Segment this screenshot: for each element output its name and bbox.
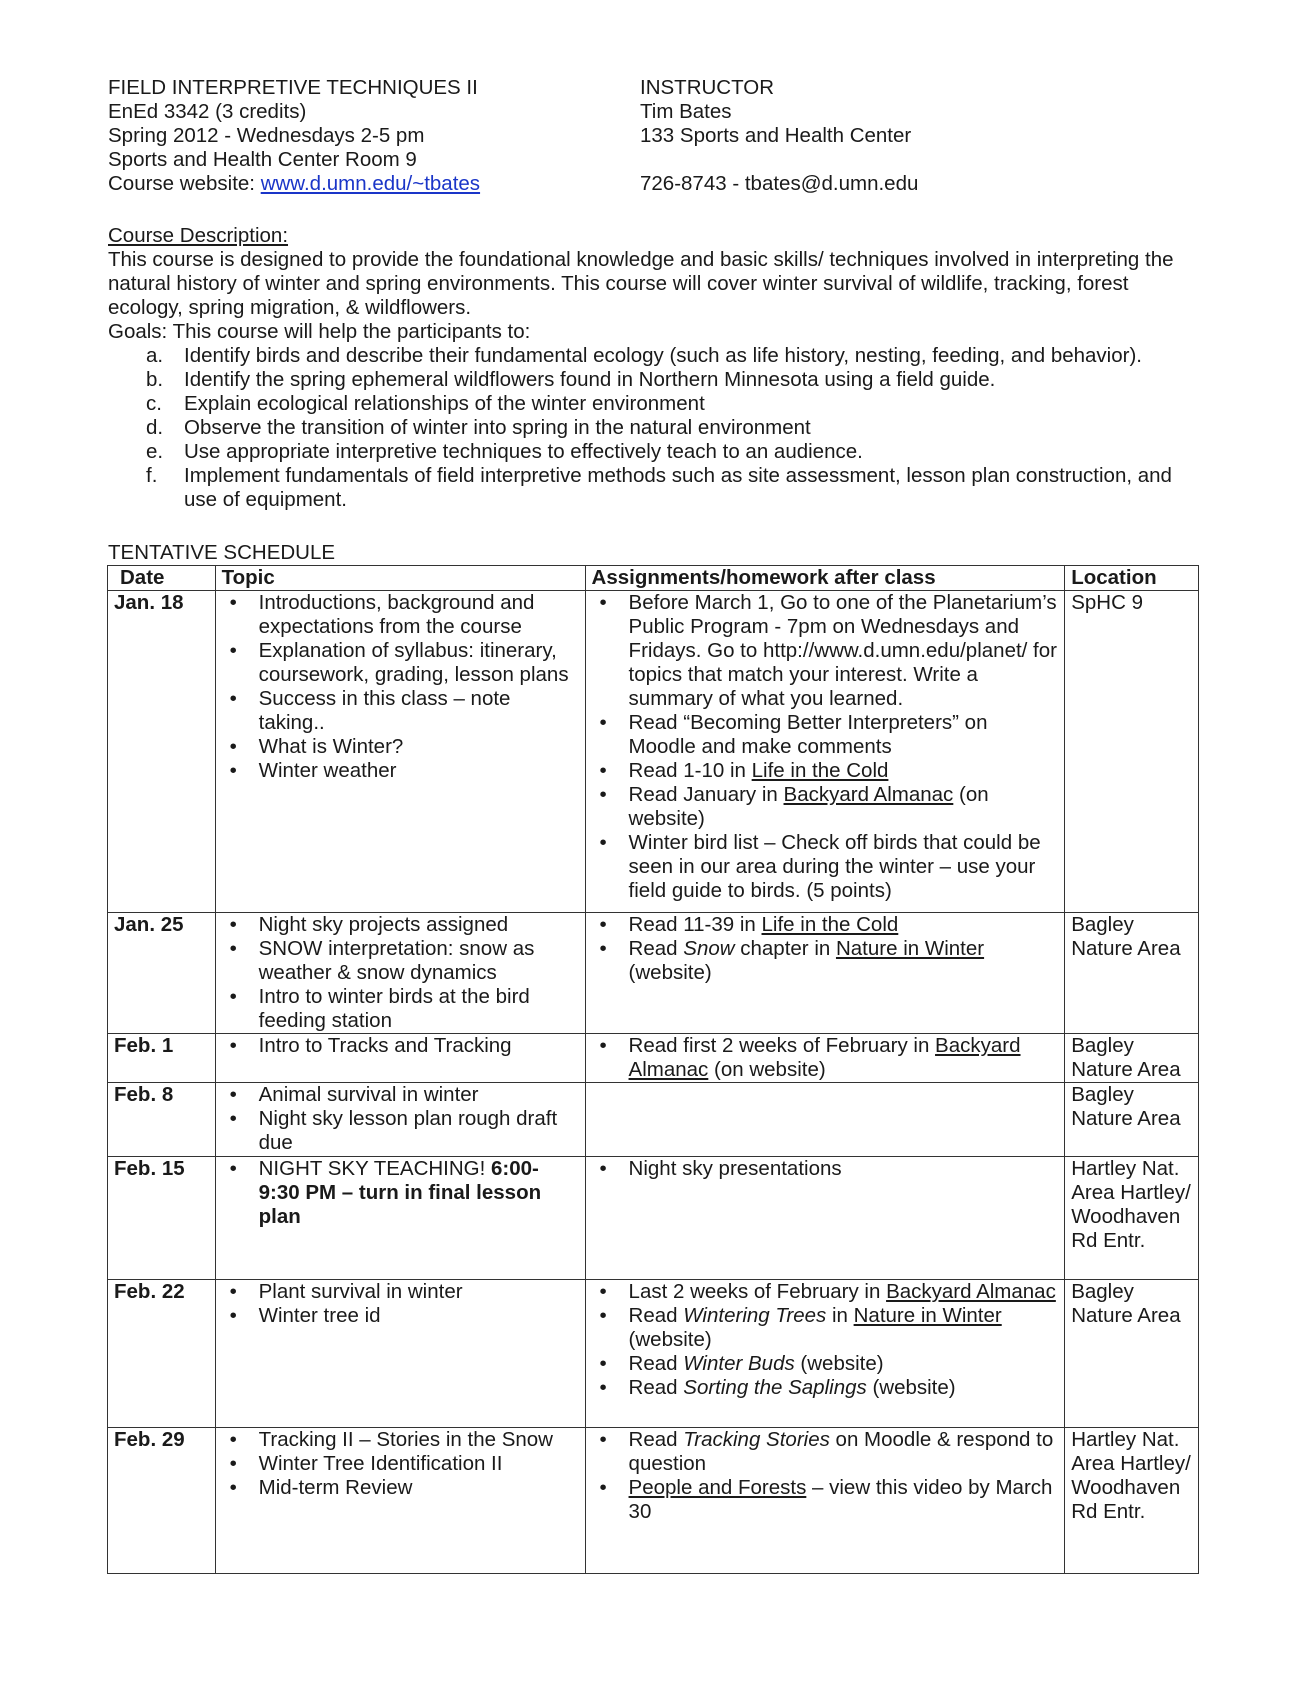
row-topics xyxy=(215,1034,585,1083)
instructor-heading: INSTRUCTOR xyxy=(640,76,775,99)
topic-item: • Introductions, background and expectations from the course xyxy=(222,591,579,639)
row-assignments xyxy=(585,1428,1065,1574)
website-label: Course website: xyxy=(108,172,261,195)
goal-item xyxy=(108,416,1208,440)
row-date: Feb. 8 xyxy=(108,1083,216,1157)
goal-text: Implement fundamentals of field interpretive methods such as site assessment, lesson plan construction, and use of equipment. xyxy=(184,464,1172,511)
goal-text: Identify birds and describe their fundamental ecology (such as life history, nesting, feeding, and behavior). xyxy=(184,344,1142,367)
topic-item: • Night sky lesson plan rough draft due xyxy=(222,1107,579,1155)
topic-item: • Intro to Tracks and Tracking xyxy=(222,1034,579,1058)
row-topics xyxy=(215,1157,585,1280)
book-title: Nature in Winter xyxy=(853,1304,1002,1327)
course-room: Sports and Health Center Room 9 xyxy=(108,148,417,171)
assignment-item: • Night sky presentations xyxy=(592,1157,1059,1181)
column-header-topic: Topic xyxy=(215,566,585,591)
schedule-title: TENTATIVE SCHEDULE xyxy=(108,541,336,564)
topic-item: • Mid-term Review xyxy=(222,1476,579,1500)
assignment-item: • Last 2 weeks of February in Backyard Almanac xyxy=(592,1280,1059,1304)
goal-item xyxy=(108,464,1208,512)
course-term: Spring 2012 - Wednesdays 2-5 pm xyxy=(108,124,425,147)
topic-item: • Plant survival in winter xyxy=(222,1280,579,1304)
assignment-item: • Read Snow chapter in Nature in Winter (website) xyxy=(592,937,1059,985)
goal-text: Identify the spring ephemeral wildflowers found in Northern Minnesota using a field guide. xyxy=(184,368,996,391)
assignment-item: • Read first 2 weeks of February in Backyard Almanac (on website) xyxy=(592,1034,1059,1082)
row-location: SpHC 9 xyxy=(1065,591,1199,913)
row-location: Bagley Nature Area xyxy=(1065,1034,1199,1083)
row-date: Feb. 29 xyxy=(108,1428,216,1574)
goals-intro: Goals: This course will help the participants to: xyxy=(108,320,531,343)
topic-item: • Animal survival in winter xyxy=(222,1083,579,1107)
topic-item: • NIGHT SKY TEACHING! 6:00-9:30 PM – turn in final lesson plan xyxy=(222,1157,579,1229)
schedule-row xyxy=(108,913,1199,1034)
goal-item xyxy=(108,392,1208,416)
schedule-row xyxy=(108,1157,1199,1280)
row-assignments xyxy=(585,1083,1065,1157)
goal-text: Explain ecological relationships of the winter environment xyxy=(184,392,705,415)
row-assignments xyxy=(585,1280,1065,1428)
row-date: Feb. 1 xyxy=(108,1034,216,1083)
row-topics xyxy=(215,913,585,1034)
book-title: Backyard Almanac xyxy=(783,783,954,806)
assignment-item: • Read January in Backyard Almanac (on website) xyxy=(592,783,1059,831)
schedule-row xyxy=(108,591,1199,913)
row-location: Hartley Nat. Area Hartley/ Woodhaven Rd Entr. xyxy=(1065,1157,1199,1280)
assignment-item: • Read Wintering Trees in Nature in Winter (website) xyxy=(592,1304,1059,1352)
goal-text: Observe the transition of winter into spring in the natural environment xyxy=(184,416,811,439)
goal-letter: d. xyxy=(146,416,164,439)
schedule-row xyxy=(108,1280,1199,1428)
row-location: Bagley Nature Area xyxy=(1065,1083,1199,1157)
schedule-row xyxy=(108,1083,1199,1157)
assignment-item: • Before March 1, Go to one of the Planetarium’s Public Program - 7pm on Wednesdays and Fridays. Go to http://www.d.umn.edu/planet/ for topics that match your interest. Write a summary of what you learned. xyxy=(592,591,1059,711)
course-info xyxy=(108,76,628,196)
goal-letter: b. xyxy=(146,368,164,391)
description-body: This course is designed to provide the foundational knowledge and basic skills/ techniques involved in interpreting the natural history of winter and spring environments. This course will cover winter survival of wildlife, tracking, forest ecology, spring migration, & wildflowers. xyxy=(108,248,1174,319)
goal-letter: e. xyxy=(146,440,164,463)
topic-item: • Explanation of syllabus: itinerary, coursework, grading, lesson plans xyxy=(222,639,579,687)
book-title: Life in the Cold xyxy=(751,759,889,782)
row-assignments xyxy=(585,1157,1065,1280)
topic-item: • Night sky projects assigned xyxy=(222,913,579,937)
schedule-row xyxy=(108,1428,1199,1574)
assignment-item: • People and Forests – view this video by March 30 xyxy=(592,1476,1059,1524)
book-title: Backyard Almanac xyxy=(886,1280,1056,1303)
book-title: Backyard Almanac xyxy=(628,1034,1021,1081)
row-assignments xyxy=(585,1034,1065,1083)
website-link[interactable]: www.d.umn.edu/~tbates xyxy=(260,172,481,195)
book-title: Life in the Cold xyxy=(761,913,899,936)
row-date: Jan. 25 xyxy=(108,913,216,1034)
assignment-item: • Read “Becoming Better Interpreters” on Moodle and make comments xyxy=(592,711,1059,759)
goal-letter: a. xyxy=(146,344,164,367)
schedule-table xyxy=(107,565,1199,1574)
course-number: EnEd 3342 (3 credits) xyxy=(108,100,307,123)
topic-item: • Winter weather xyxy=(222,759,579,783)
row-date: Feb. 22 xyxy=(108,1280,216,1428)
book-title: Nature in Winter xyxy=(835,937,985,960)
goal-item xyxy=(108,440,1208,464)
instructor-info xyxy=(640,76,1240,196)
assignment-item: • Read 11-39 in Life in the Cold xyxy=(592,913,1059,937)
course-description xyxy=(108,224,1208,512)
row-assignments xyxy=(585,913,1065,1034)
course-title: FIELD INTERPRETIVE TECHNIQUES II xyxy=(108,76,478,99)
topic-item: • Winter tree id xyxy=(222,1304,579,1328)
row-location: Bagley Nature Area xyxy=(1065,1280,1199,1428)
row-date: Feb. 15 xyxy=(108,1157,216,1280)
goal-letter: c. xyxy=(146,392,162,415)
schedule-header-row xyxy=(108,566,1199,591)
row-topics xyxy=(215,1280,585,1428)
goals-list xyxy=(108,344,1208,512)
goal-item xyxy=(108,368,1208,392)
assignment-item: • Read Sorting the Saplings (website) xyxy=(592,1376,1059,1400)
instructor-office: 133 Sports and Health Center xyxy=(640,124,912,147)
row-topics xyxy=(215,591,585,913)
description-heading: Course Description: xyxy=(108,224,289,247)
row-location: Hartley Nat. Area Hartley/ Woodhaven Rd Entr. xyxy=(1065,1428,1199,1574)
assignment-item: • Read Winter Buds (website) xyxy=(592,1352,1059,1376)
row-location: Bagley Nature Area xyxy=(1065,913,1199,1034)
topic-item: • Success in this class – note taking.. xyxy=(222,687,579,735)
instructor-contact: 726-8743 - tbates@d.umn.edu xyxy=(640,172,919,195)
instructor-name: Tim Bates xyxy=(640,100,732,123)
goal-letter: f. xyxy=(146,464,158,487)
row-topics xyxy=(215,1083,585,1157)
column-header-location: Location xyxy=(1065,566,1199,591)
topic-item: • What is Winter? xyxy=(222,735,579,759)
topic-item: • Winter Tree Identification II xyxy=(222,1452,579,1476)
row-date: Jan. 18 xyxy=(108,591,216,913)
assignment-item: • Winter bird list – Check off birds that could be seen in our area during the winter – use your field guide to birds. (5 points) xyxy=(592,831,1059,903)
column-header-assignments: Assignments/homework after class xyxy=(585,566,1065,591)
goal-text: Use appropriate interpretive techniques to effectively teach to an audience. xyxy=(184,440,863,463)
course-website xyxy=(108,172,628,196)
column-header-date: Date xyxy=(108,566,216,591)
schedule-row xyxy=(108,1034,1199,1083)
goal-item xyxy=(108,344,1208,368)
video-link[interactable]: People and Forests xyxy=(628,1476,807,1499)
row-topics xyxy=(215,1428,585,1574)
assignment-item: • Read Tracking Stories on Moodle & respond to question xyxy=(592,1428,1059,1476)
topic-item: • SNOW interpretation: snow as weather & snow dynamics xyxy=(222,937,579,985)
topic-item: • Intro to winter birds at the bird feeding station xyxy=(222,985,579,1033)
assignment-item: • Read 1-10 in Life in the Cold xyxy=(592,759,1059,783)
row-assignments xyxy=(585,591,1065,913)
topic-item: • Tracking II – Stories in the Snow xyxy=(222,1428,579,1452)
